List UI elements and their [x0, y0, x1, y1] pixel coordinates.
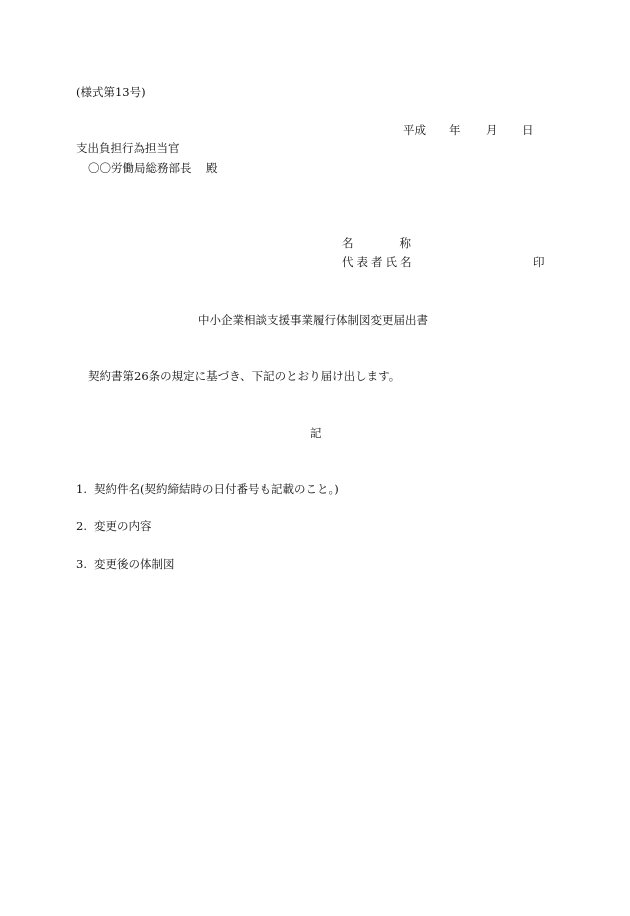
sender-rep-label: 代表者氏名 — [342, 255, 415, 269]
item-number: 3. — [76, 557, 87, 571]
ki-heading: 記 — [310, 426, 322, 440]
item-text: 契約件名(契約締結時の日付番号も記載のこと。) — [94, 482, 339, 496]
date-era: 平成 — [403, 123, 426, 137]
item-number: 2. — [76, 519, 87, 533]
addressee-person: 〇〇労働局総務部長 — [88, 161, 192, 175]
form-number: (様式第13号) — [76, 85, 146, 99]
document-title: 中小企業相談支援事業履行体制図変更届出書 — [198, 313, 428, 327]
item-text: 変更後の体制図 — [94, 557, 175, 571]
item-text: 変更の内容 — [94, 519, 152, 533]
body-text: 契約書第26条の規定に基づき、下記のとおり届け出します。 — [88, 369, 401, 383]
date-year: 年 — [449, 123, 461, 137]
addressee-office: 支出負担行為担当官 — [76, 141, 180, 155]
sender-name-label: 名 称 — [342, 236, 411, 250]
addressee-honorific: 殿 — [206, 161, 218, 175]
seal-mark: 印 — [533, 255, 545, 269]
date-month: 月 — [486, 123, 498, 137]
date-day: 日 — [522, 123, 534, 137]
item-number: 1. — [76, 482, 87, 496]
